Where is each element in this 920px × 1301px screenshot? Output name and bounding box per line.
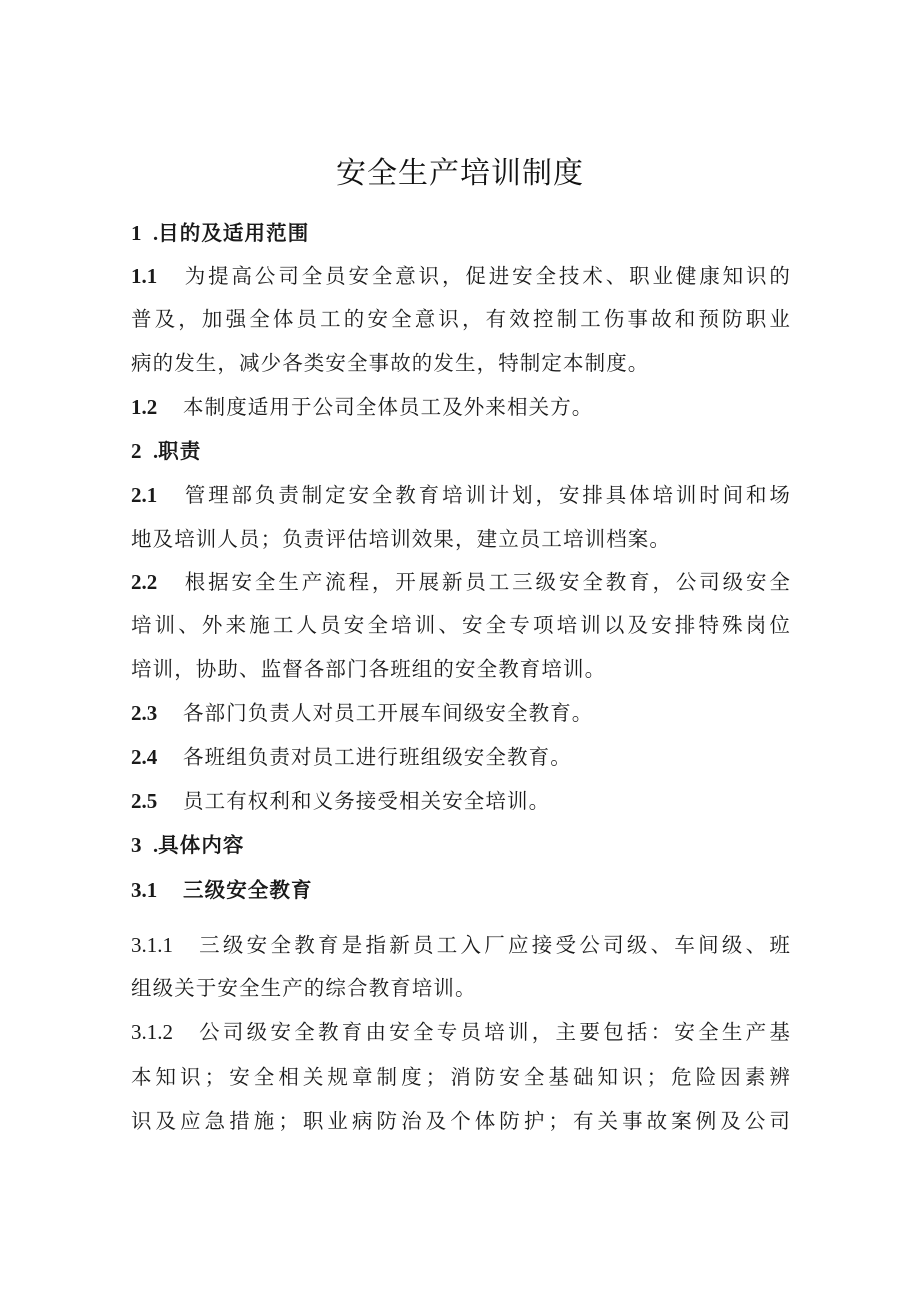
paragraph-2-5 bbox=[131, 784, 791, 814]
paragraph-1-2 bbox=[131, 390, 791, 420]
section-number: 2 bbox=[131, 439, 142, 463]
paragraph-2-3 bbox=[131, 696, 791, 726]
paragraph-3-1-1-line-2: 组级关于安全生产的综合教育培训。 bbox=[131, 976, 477, 1000]
clause-number: 1.1 bbox=[131, 264, 158, 288]
clause-text: 公司级安全教育由安全专员培训，主要包括：安全生产基 bbox=[197, 1020, 791, 1044]
clause-number: 2.1 bbox=[131, 483, 158, 507]
paragraph-2-4 bbox=[131, 740, 791, 770]
clause-number: 1.2 bbox=[131, 395, 158, 419]
section-2-heading bbox=[131, 434, 791, 464]
clause-number: 3.1 bbox=[131, 878, 158, 902]
section-3-heading bbox=[131, 828, 791, 858]
clause-text: 三级安全教育是指新员工入厂应接受公司级、车间级、班 bbox=[197, 933, 791, 957]
paragraph-2-1-line-1 bbox=[131, 478, 791, 508]
section-number: 1 bbox=[131, 221, 142, 245]
paragraph-2-2-line-2: 培训、外来施工人员安全培训、安全专项培训以及安排特殊岗位 bbox=[131, 613, 791, 637]
section-number: 3 bbox=[131, 833, 142, 857]
section-heading-text: 职责 bbox=[158, 439, 202, 463]
subsection-3-1-heading bbox=[131, 873, 791, 903]
section-heading-text: 具体内容 bbox=[158, 833, 245, 857]
paragraph-1-1-line-3: 病的发生，减少各类安全事故的发生，特制定本制度。 bbox=[131, 351, 650, 375]
clause-number: 2.4 bbox=[131, 745, 158, 769]
clause-text: 为提高公司全员安全意识，促进安全技术、职业健康知识的 bbox=[183, 264, 791, 288]
paragraph-2-2-line-1 bbox=[131, 565, 791, 595]
section-1-heading bbox=[131, 216, 791, 246]
paragraph-1-1-line-1 bbox=[131, 259, 791, 289]
paragraph-3-1-1-line-1 bbox=[131, 928, 791, 958]
clause-number: 2.3 bbox=[131, 701, 158, 725]
section-dot: . bbox=[153, 441, 159, 463]
clause-text: 各班组负责对员工进行班组级安全教育。 bbox=[183, 745, 572, 769]
section-heading-text: 目的及适用范围 bbox=[158, 221, 310, 245]
paragraph-3-1-2-line-1 bbox=[131, 1015, 791, 1045]
section-dot: . bbox=[153, 223, 159, 245]
clause-text: 管理部负责制定安全教育培训计划，安排具体培训时间和场 bbox=[183, 483, 791, 507]
section-dot: . bbox=[153, 835, 159, 857]
document-title: 安全生产培训制度 bbox=[336, 156, 584, 191]
clause-number: 3.1.1 bbox=[131, 933, 173, 957]
paragraph-3-1-2-line-2: 本知识；安全相关规章制度；消防安全基础知识；危险因素辨 bbox=[131, 1065, 791, 1089]
paragraph-3-1-2-line-3: 识及应急措施；职业病防治及个体防护；有关事故案例及公司 bbox=[131, 1109, 791, 1133]
clause-text: 根据安全生产流程，开展新员工三级安全教育，公司级安全 bbox=[183, 570, 791, 594]
paragraph-2-2-line-3: 培训，协助、监督各部门各班组的安全教育培训。 bbox=[131, 657, 607, 681]
clause-number: 3.1.2 bbox=[131, 1020, 173, 1044]
clause-text: 各部门负责人对员工开展车间级安全教育。 bbox=[183, 701, 594, 725]
clause-number: 2.5 bbox=[131, 789, 158, 813]
paragraph-1-1-line-2: 普及，加强全体员工的安全意识，有效控制工伤事故和预防职业 bbox=[131, 307, 791, 331]
clause-text: 本制度适用于公司全体员工及外来相关方。 bbox=[183, 395, 594, 419]
subsection-heading-text: 三级安全教育 bbox=[183, 878, 313, 902]
clause-number: 2.2 bbox=[131, 570, 158, 594]
clause-text: 员工有权利和义务接受相关安全培训。 bbox=[183, 789, 551, 813]
paragraph-2-1-line-2: 地及培训人员；负责评估培训效果，建立员工培训档案。 bbox=[131, 527, 671, 551]
